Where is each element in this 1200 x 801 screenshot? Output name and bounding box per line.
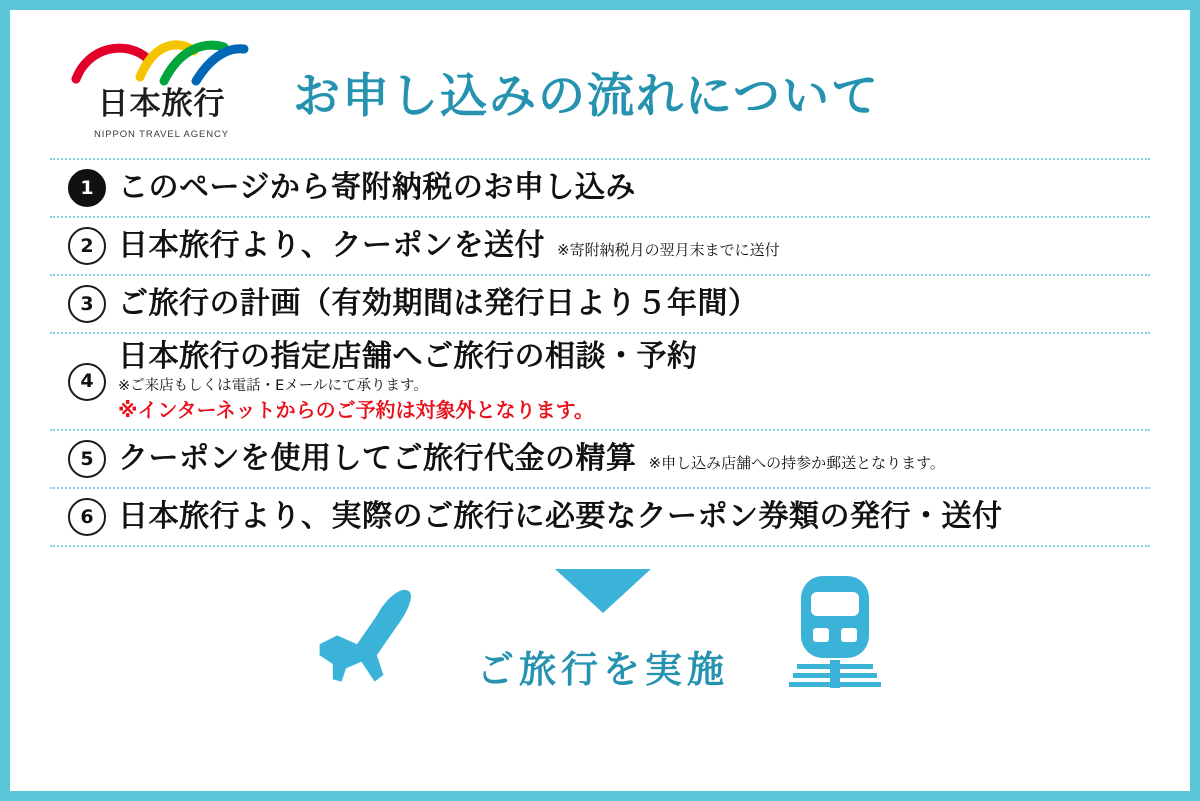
footer-middle-group	[477, 569, 729, 693]
step-number: 4	[68, 363, 106, 401]
step-number: 5	[68, 440, 106, 478]
logo-subtitle: NIPPON TRAVEL AGENCY	[93, 129, 230, 140]
step-subnote-text: ※ご来店もしくは電話・Eメールにて承ります。	[118, 377, 428, 394]
step-main-text: 日本旅行の指定店舗へご旅行の相談・予約	[118, 339, 698, 374]
step-number: 2	[68, 227, 106, 265]
step-main-text: このページから寄附納税のお申し込み	[118, 169, 636, 205]
step-body	[118, 229, 780, 264]
step-body	[118, 442, 945, 477]
step-item	[50, 431, 1150, 487]
step-body	[118, 340, 698, 423]
footer	[50, 561, 1150, 701]
step-main-text: ご旅行の計画（有効期間は発行日より５年間）	[118, 285, 759, 321]
step-note-text: ※申し込み店舗への持参か郵送となります。	[648, 454, 945, 473]
step-warning-text: ※インターネットからのご予約は対象外となります。	[118, 398, 595, 423]
step-item	[50, 276, 1150, 332]
step-number: 1	[68, 169, 106, 207]
header	[50, 32, 1150, 152]
step-body	[118, 171, 636, 206]
logo-name: 日本旅行	[97, 86, 226, 122]
step-main-text: 日本旅行より、実際のご旅行に必要なクーポン券類の発行・送付	[118, 499, 1003, 535]
step-item	[50, 489, 1150, 545]
footer-text: ご旅行を実施	[477, 648, 729, 692]
down-arrow-icon	[555, 569, 651, 613]
flyer-inner	[10, 10, 1190, 791]
arrow-wrap	[555, 569, 651, 613]
train-icon	[783, 572, 887, 690]
step-number: 6	[68, 498, 106, 536]
nippon-travel-logo	[68, 37, 253, 147]
step-body	[118, 287, 759, 322]
step-item	[50, 160, 1150, 216]
step-body	[118, 500, 1003, 535]
airplane-icon	[313, 576, 423, 686]
step-main-text: 日本旅行より、クーポンを送付	[118, 227, 545, 263]
step-note-text: ※寄附納税月の翌月末までに送付	[557, 240, 780, 259]
step-item	[50, 218, 1150, 274]
page-title: お申し込みの流れについて	[293, 68, 881, 124]
step-item	[50, 334, 1150, 429]
divider	[50, 545, 1150, 547]
step-number: 3	[68, 285, 106, 323]
steps-list	[50, 158, 1150, 547]
step-main-text: クーポンを使用してご旅行代金の精算	[118, 441, 637, 477]
